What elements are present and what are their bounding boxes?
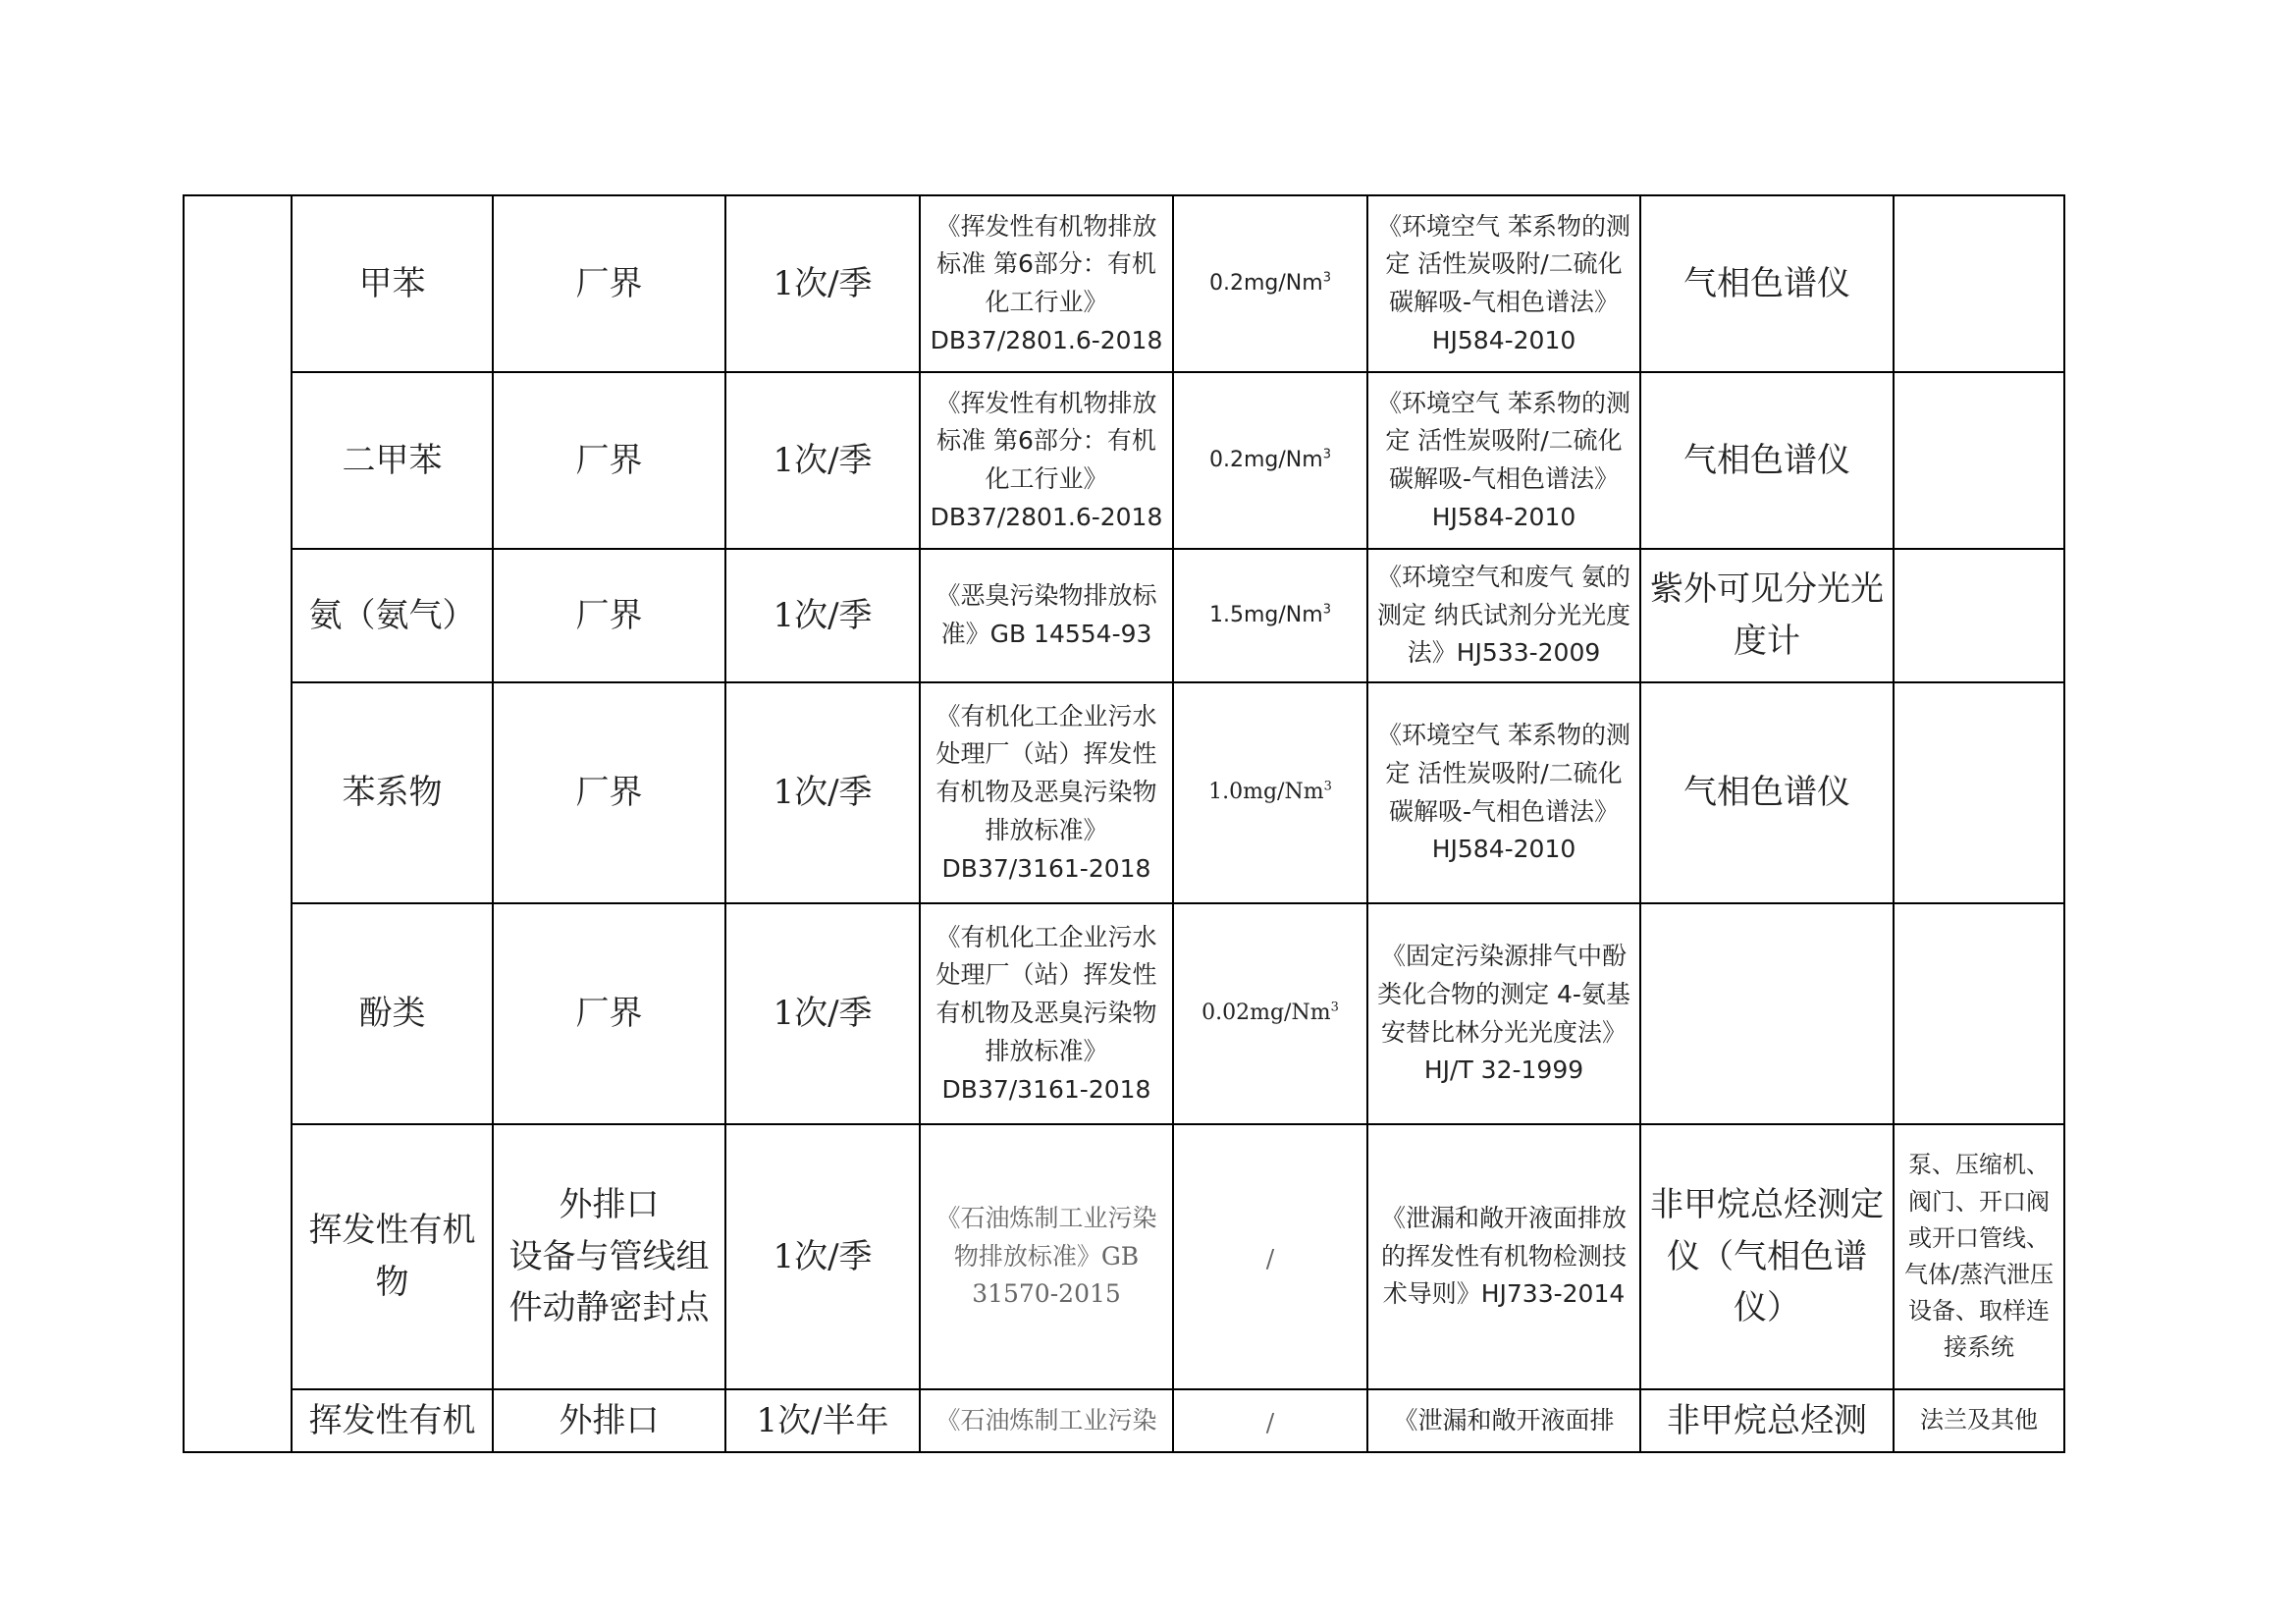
limit-value: 0.2mg/Nm — [1209, 270, 1323, 296]
monitoring-location: 外排口 设备与管线组件动静密封点 — [493, 1124, 725, 1389]
monitoring-location: 厂界 — [493, 372, 725, 549]
monitoring-frequency: 1次/季 — [725, 903, 920, 1124]
monitoring-frequency: 1次/季 — [725, 195, 920, 372]
method-cell: 《环境空气和废气 氨的测定 纳氏试剂分光光度法》HJ533-2009 — [1367, 549, 1640, 682]
limit-exponent: 3 — [1322, 447, 1331, 462]
limit-value: 1.5mg/Nm — [1209, 602, 1323, 627]
method-cell: 《环境空气 苯系物的测定 活性炭吸附/二硫化碳解吸-气相色谱法》HJ584-2010 — [1367, 372, 1640, 549]
limit-value: / — [1265, 1244, 1275, 1273]
standard-cell: 《挥发性有机物排放标准 第6部分：有机化工行业》DB37/2801.6-2018 — [920, 195, 1173, 372]
instrument-cell: 气相色谱仪 — [1640, 372, 1894, 549]
table-row — [184, 549, 2064, 682]
monitoring-item: 挥发性有机物 — [292, 1124, 493, 1389]
monitoring-frequency: 1次/季 — [725, 682, 920, 903]
limit-exponent: 3 — [1322, 602, 1331, 618]
category-cell — [184, 195, 292, 1452]
monitoring-item: 挥发性有机 — [292, 1389, 493, 1452]
method-cell: 《环境空气 苯系物的测定 活性炭吸附/二硫化碳解吸-气相色谱法》HJ584-2010 — [1367, 682, 1640, 903]
limit-value: 1.0mg/Nm — [1208, 780, 1324, 805]
remark-cell — [1894, 682, 2064, 903]
limit-cell — [1173, 903, 1367, 1124]
method-cell: 《泄漏和敞开液面排放的挥发性有机物检测技术导则》HJ733-2014 — [1367, 1124, 1640, 1389]
limit-exponent: 3 — [1322, 270, 1331, 286]
limit-cell — [1173, 372, 1367, 549]
remark-cell — [1894, 372, 2064, 549]
method-cell: 《固定污染源排气中酚类化合物的测定 4-氨基安替比林分光光度法》HJ/T 32-1999 — [1367, 903, 1640, 1124]
monitoring-frequency: 1次/季 — [725, 1124, 920, 1389]
table-row — [184, 372, 2064, 549]
limit-cell — [1173, 195, 1367, 372]
table-row — [184, 1389, 2064, 1452]
limit-exponent: 3 — [1323, 780, 1332, 795]
standard-cell: 《有机化工企业污水处理厂（站）挥发性有机物及恶臭污染物排放标准》DB37/3161-2018 — [920, 903, 1173, 1124]
instrument-cell: 紫外可见分光光度计 — [1640, 549, 1894, 682]
standard-cell: 《恶臭污染物排放标准》GB 14554-93 — [920, 549, 1173, 682]
standard-cell: 《石油炼制工业污染 — [920, 1389, 1173, 1452]
table-row — [184, 903, 2064, 1124]
standard-cell: 《挥发性有机物排放标准 第6部分：有机化工行业》DB37/2801.6-2018 — [920, 372, 1173, 549]
instrument-cell: 气相色谱仪 — [1640, 682, 1894, 903]
monitoring-item: 苯系物 — [292, 682, 493, 903]
remark-cell — [1894, 195, 2064, 372]
monitoring-frequency: 1次/季 — [725, 549, 920, 682]
limit-value: 0.02mg/Nm — [1201, 1001, 1331, 1026]
remark-cell — [1894, 903, 2064, 1124]
remark-cell: 泵、压缩机、阀门、开口阀或开口管线、气体/蒸汽泄压设备、取样连接系统 — [1894, 1124, 2064, 1389]
monitoring-table — [183, 194, 2065, 1453]
monitoring-item: 氨（氨气） — [292, 549, 493, 682]
remark-cell — [1894, 549, 2064, 682]
monitoring-location: 厂界 — [493, 195, 725, 372]
monitoring-frequency: 1次/半年 — [725, 1389, 920, 1452]
instrument-cell — [1640, 903, 1894, 1124]
instrument-cell: 非甲烷总烃测定仪（气相色谱仪） — [1640, 1124, 1894, 1389]
monitoring-item: 酚类 — [292, 903, 493, 1124]
limit-exponent: 3 — [1330, 1001, 1339, 1016]
standard-cell: 《有机化工企业污水处理厂（站）挥发性有机物及恶臭污染物排放标准》DB37/3161-2018 — [920, 682, 1173, 903]
method-cell: 《泄漏和敞开液面排 — [1367, 1389, 1640, 1452]
monitoring-item: 二甲苯 — [292, 372, 493, 549]
limit-value: / — [1265, 1408, 1275, 1437]
instrument-cell: 非甲烷总烃测 — [1640, 1389, 1894, 1452]
instrument-cell: 气相色谱仪 — [1640, 195, 1894, 372]
monitoring-location: 厂界 — [493, 682, 725, 903]
limit-cell — [1173, 549, 1367, 682]
remark-cell: 法兰及其他 — [1894, 1389, 2064, 1452]
table-row — [184, 1124, 2064, 1389]
monitoring-location: 外排口 — [493, 1389, 725, 1452]
limit-cell — [1173, 682, 1367, 903]
standard-cell: 《石油炼制工业污染物排放标准》GB 31570-2015 — [920, 1124, 1173, 1389]
monitoring-item: 甲苯 — [292, 195, 493, 372]
limit-cell — [1173, 1124, 1367, 1389]
limit-cell — [1173, 1389, 1367, 1452]
monitoring-location: 厂界 — [493, 549, 725, 682]
table-row — [184, 195, 2064, 372]
limit-value: 0.2mg/Nm — [1209, 447, 1323, 472]
monitoring-location: 厂界 — [493, 903, 725, 1124]
table-row — [184, 682, 2064, 903]
method-cell: 《环境空气 苯系物的测定 活性炭吸附/二硫化碳解吸-气相色谱法》HJ584-2010 — [1367, 195, 1640, 372]
monitoring-frequency: 1次/季 — [725, 372, 920, 549]
